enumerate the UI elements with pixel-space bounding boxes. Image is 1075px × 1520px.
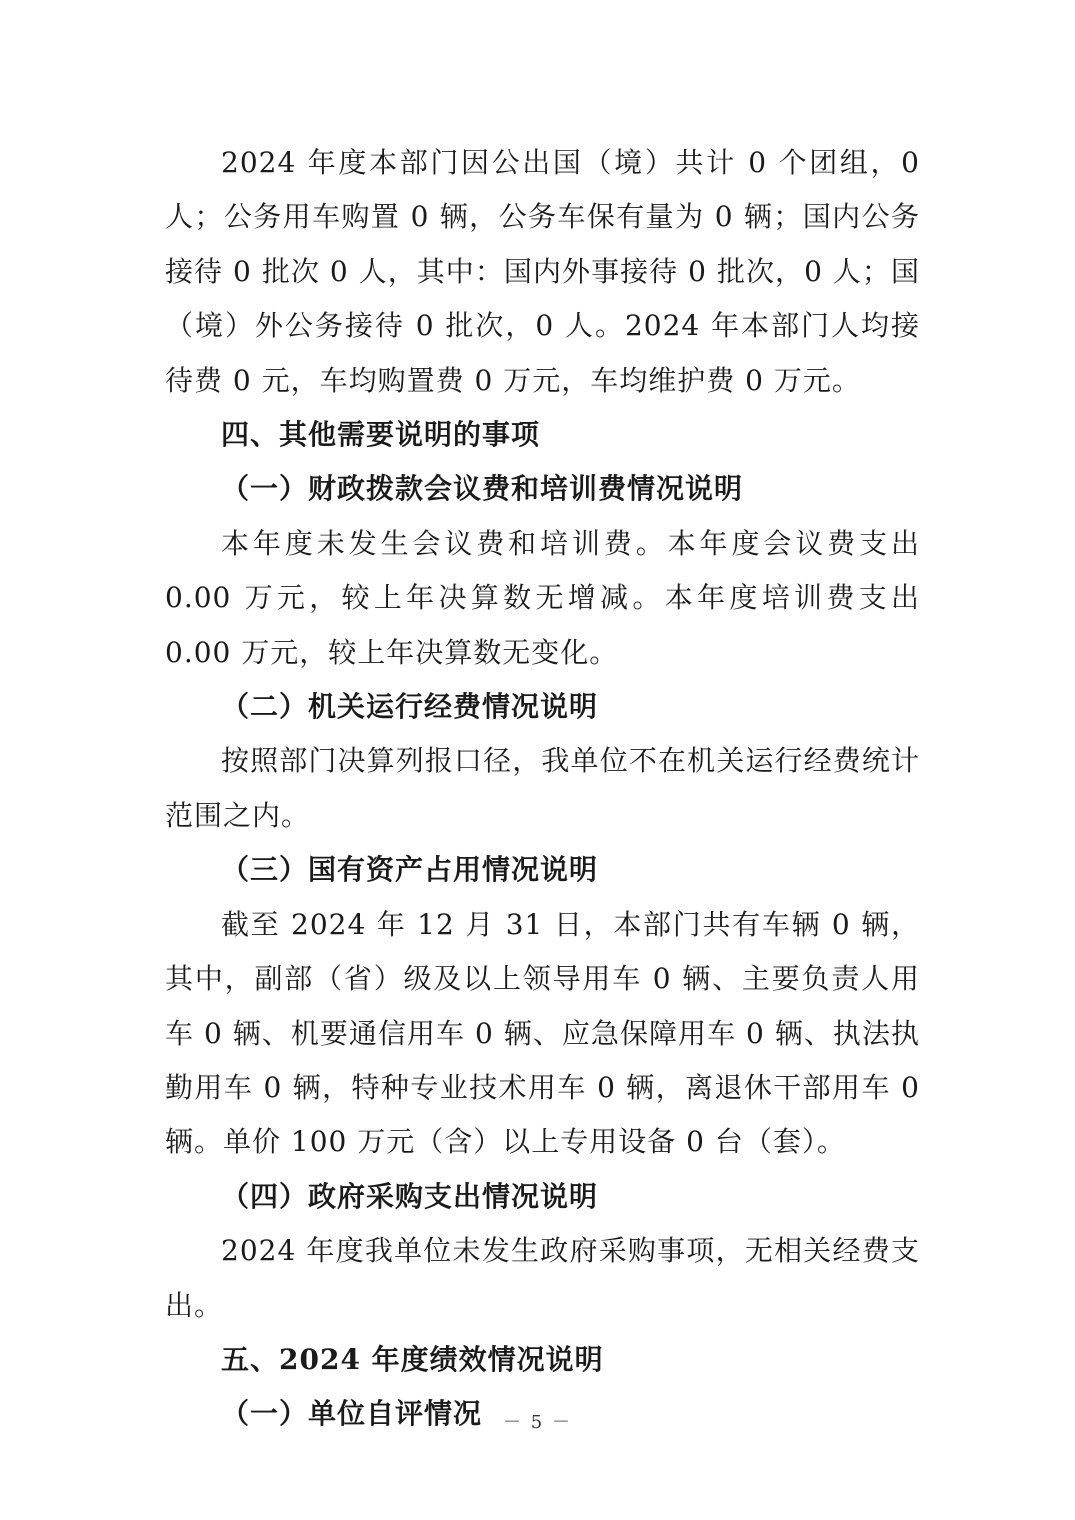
- subheading-government-procurement: （四）政府采购支出情况说明: [221, 1179, 599, 1213]
- section-heading-performance: 五、2024 年度绩效情况说明: [221, 1342, 604, 1376]
- paragraph-meeting-training-fees: 本年度未发生会议费和培训费。本年度会议费支出 0.00 万元，较上年决算数无增减。本年度培训费支出 0.00 万元，较上年决算数无变化。: [165, 526, 920, 669]
- document-body: [165, 136, 920, 1442]
- subheading-meeting-training-fees: （一）财政拨款会议费和培训费情况说明: [221, 472, 744, 506]
- paragraph-state-assets: 截至 2024 年 12 月 31 日，本部门共有车辆 0 辆，其中，副部（省）级及以上领导用车 0 辆、主要负责人用车 0 辆、机要通信用车 0 辆、应急保障用车 0 辆、执法执勤用车 0 辆，特种专业技术用车 0 辆，离退休干部用车 0 辆。单价 100 万元（含）以上专用设备 0 台（套）。: [165, 907, 920, 1159]
- subheading-self-evaluation: （一）单位自评情况: [221, 1397, 483, 1431]
- section-heading-other-matters: 四、其他需要说明的事项: [221, 418, 541, 452]
- paragraph-operating-expenses: 按照部门决算列报口径，我单位不在机关运行经费统计范围之内。: [165, 744, 920, 832]
- paragraph-government-procurement: 2024 年度我单位未发生政府采购事项，无相关经费支出。: [165, 1234, 920, 1322]
- subheading-state-assets: （三）国有资产占用情况说明: [221, 853, 599, 887]
- subheading-operating-expenses: （二）机关运行经费情况说明: [221, 690, 599, 724]
- page-number: － 5 －: [503, 1412, 572, 1433]
- paragraph-overseas-travel-and-vehicles: 2024 年度本部门因公出国（境）共计 0 个团组，0 人；公务用车购置 0 辆，公务车保有量为 0 辆；国内公务接待 0 批次 0 人，其中：国内外事接待 0 批次，0 人；国（境）外公务接待 0 批次，0 人。2024 年本部门人均接待费 0 元，车均购置费 0 万元，车均维护费 0 万元。: [165, 146, 920, 397]
